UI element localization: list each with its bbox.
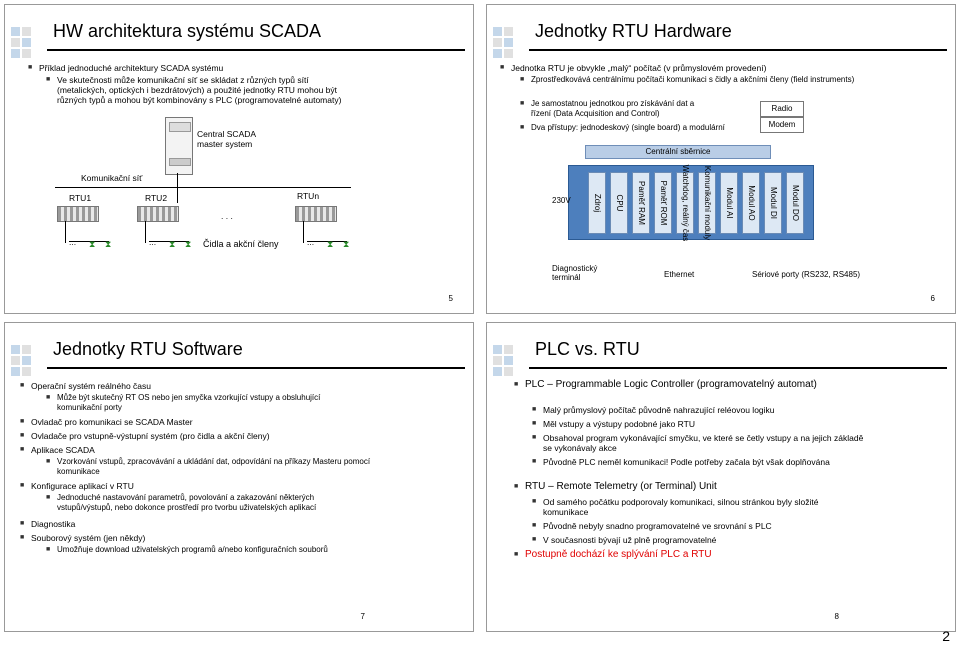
rtu2-device bbox=[137, 206, 179, 222]
slide-decoration bbox=[493, 345, 517, 375]
sheet-page-number: 2 bbox=[942, 628, 950, 644]
bullet: ■ Aplikace SCADA bbox=[20, 445, 95, 455]
radio-box: Radio bbox=[760, 101, 804, 117]
title-rule bbox=[47, 49, 465, 51]
sensors-label: Čidla a akční členy bbox=[203, 239, 279, 249]
rtu1-device bbox=[57, 206, 99, 222]
bullet: ■ PLC – Programmable Logic Controller (programovatelný automat) bbox=[514, 379, 817, 390]
module-zdroj: Zdroj bbox=[588, 172, 606, 234]
slide-title: Jednotky RTU Software bbox=[53, 339, 243, 359]
rtun-label: RTUn bbox=[297, 191, 320, 201]
diagnostic-terminal-label: Diagnostický terminál bbox=[552, 264, 598, 282]
module-cpu: CPU bbox=[610, 172, 628, 234]
slide-decoration bbox=[493, 27, 517, 57]
bullet: ■ Ovladač pro komunikaci se SCADA Master bbox=[20, 417, 193, 427]
sub-bullet: ■ Je samostatnou jednotkou pro získávání dat a řízení (Data Acquisition and Control) bbox=[520, 99, 695, 118]
central-bus: Centrální sběrnice bbox=[585, 145, 771, 159]
module-communication: Komunikační moduly bbox=[698, 172, 716, 234]
sub-bullet: ■ Původně PLC neměl komunikaci! Podle potřeby začala být však doplňována bbox=[532, 457, 830, 467]
valve-icon: ⧗ bbox=[343, 239, 350, 249]
slide-title: Jednotky RTU Hardware bbox=[535, 21, 732, 41]
title-rule bbox=[529, 49, 947, 51]
bullet: ■ Příklad jednoduché architektury SCADA systému bbox=[28, 63, 224, 73]
slide-rtu-software bbox=[4, 322, 474, 632]
ethernet-label: Ethernet bbox=[664, 270, 695, 279]
module-ao: Modul AO bbox=[742, 172, 760, 234]
bullet: ■ Diagnostika bbox=[20, 519, 76, 529]
module-di: Modul DI bbox=[764, 172, 782, 234]
slide-scada-architecture bbox=[4, 4, 474, 314]
serial-ports-label: Sériové porty (RS232, RS485) bbox=[752, 270, 861, 279]
valve-icon: ⧗ bbox=[105, 239, 112, 249]
power-input-label: 230V bbox=[552, 196, 571, 205]
rtu2-label: RTU2 bbox=[145, 193, 168, 203]
slide-title: PLC vs. RTU bbox=[535, 339, 640, 359]
slide-title: HW architektura systému SCADA bbox=[53, 21, 322, 41]
module-do: Modul DO bbox=[786, 172, 804, 234]
ellipsis-label: ... bbox=[307, 237, 315, 247]
title-rule bbox=[47, 367, 465, 369]
sub-bullet: ■ Jednoduché nastavování parametrů, povolování a zakazování některých vstupů/výstupů, nebo dokonce prostředí pro tvorbu uživatelských aplikací bbox=[46, 493, 317, 512]
sub-bullet: ■ Vzorkování vstupů, zpracovávání a ukládání dat, odpovídání na příkazy Masteru pomocí komunikace bbox=[46, 457, 371, 476]
ellipsis-label: . . . bbox=[221, 211, 233, 221]
bullet-highlight: ■ Postupně dochází ke splývání PLC a RTU bbox=[514, 549, 712, 560]
sub-bullet: ■ Od samého počátku podporovaly komunikaci, silnou stránkou byly složité komunikace bbox=[532, 497, 819, 517]
bullet: ■ Operační systém reálného času bbox=[20, 381, 152, 391]
module-ram: Paměť RAM bbox=[632, 172, 650, 234]
sub-bullet: ■ Měl vstupy a výstupy podobné jako RTU bbox=[532, 419, 695, 429]
sub-bullet: ■ Umožňuje download uživatelských programů a/nebo konfiguračních souborů bbox=[46, 545, 328, 554]
network-link bbox=[177, 173, 178, 203]
bullet: ■ Jednotka RTU je obvykle „malý“ počítač (v průmyslovém provedení) bbox=[500, 63, 767, 73]
bullet: ■ RTU – Remote Telemetry (or Terminal) Unit bbox=[514, 481, 717, 492]
ellipsis-label: ... bbox=[69, 237, 77, 247]
modem-box: Modem bbox=[760, 117, 804, 133]
sub-bullet: ■ Ve skutečnosti může komunikační síť se skládat z různých typů sítí (metalických, optických i bezdrátových) a použité jednotky RTU mohou být různých typů a mohou být kombinovány s PLC (programovatelné automaty) bbox=[46, 75, 342, 105]
slide-decoration bbox=[11, 345, 35, 375]
sub-bullet: ■ Malý průmyslový počítač původně nahrazující reléovou logiku bbox=[532, 405, 775, 415]
valve-icon: ⧗ bbox=[169, 239, 176, 249]
valve-icon: ⧗ bbox=[185, 239, 192, 249]
rtun-device bbox=[295, 206, 337, 222]
network-label: Komunikační síť bbox=[81, 173, 143, 183]
sub-bullet: ■ Dva přístupy: jednodeskový (single board) a modulární bbox=[520, 123, 725, 132]
sub-bullet: ■ Zprostředkovává centrálnímu počítači komunikaci s čidly a akčními členy (field instruments) bbox=[520, 75, 855, 84]
sensor-link bbox=[65, 221, 66, 243]
slide-decoration bbox=[11, 27, 35, 57]
central-label: Central SCADA master system bbox=[197, 129, 256, 149]
ellipsis-label: ... bbox=[149, 237, 157, 247]
sensor-link bbox=[145, 221, 146, 243]
rtu1-label: RTU1 bbox=[69, 193, 92, 203]
sub-bullet: ■ Obsahoval program vykonávající smyčku, ve které se četly vstupy a na jejich základě se vykonávaly akce bbox=[532, 433, 864, 453]
sub-bullet: ■ Původně nebyly snadno programovatelné ve srovnání s PLC bbox=[532, 521, 772, 531]
page-number: 7 bbox=[360, 612, 365, 621]
module-ai: Modul AI bbox=[720, 172, 738, 234]
bullet: ■ Souborový systém (jen někdy) bbox=[20, 533, 146, 543]
page-number: 6 bbox=[930, 294, 935, 303]
module-watchdog: Watchdog, reálný čas bbox=[676, 172, 694, 234]
network-line bbox=[55, 187, 351, 188]
bullet: ■ Konfigurace aplikací v RTU bbox=[20, 481, 134, 491]
scada-server-icon bbox=[165, 117, 193, 175]
sensor-link bbox=[303, 221, 304, 243]
page-number: 5 bbox=[448, 294, 453, 303]
valve-icon: ⧗ bbox=[327, 239, 334, 249]
sub-bullet: ■ Může být skutečný RT OS nebo jen smyčka vzorkující vstupy a obsluhující komunikační porty bbox=[46, 393, 321, 412]
valve-icon: ⧗ bbox=[89, 239, 96, 249]
title-rule bbox=[529, 367, 947, 369]
slide-plc-vs-rtu bbox=[486, 322, 956, 632]
module-rom: Paměť ROM bbox=[654, 172, 672, 234]
page-number: 8 bbox=[834, 612, 839, 621]
bullet: ■ Ovladače pro vstupně-výstupní systém (pro čidla a akční členy) bbox=[20, 431, 270, 441]
sub-bullet: ■ V současnosti bývají už plně programovatelné bbox=[532, 535, 717, 545]
